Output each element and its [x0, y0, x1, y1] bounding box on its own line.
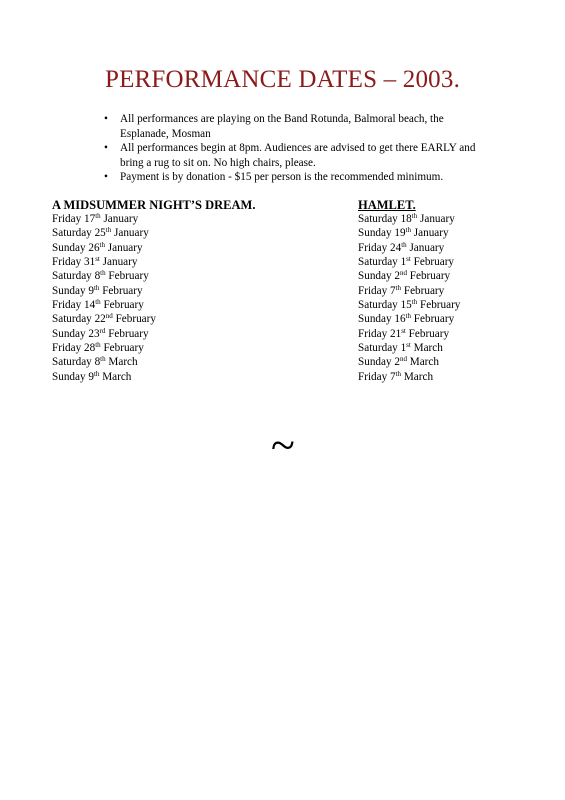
date-ordinal-suffix: nd: [399, 269, 407, 278]
date-day: Sunday: [52, 284, 86, 297]
date-month: February: [413, 313, 455, 326]
date-day: Saturday: [358, 213, 398, 225]
date-item: [52, 298, 156, 312]
date-number: 2: [394, 356, 400, 369]
date-day: Saturday: [52, 313, 92, 326]
date-ordinal-suffix: th: [411, 298, 418, 307]
date-number: 23: [88, 327, 100, 340]
date-number: 24: [390, 241, 402, 254]
date-day: Saturday: [52, 356, 92, 369]
date-item: [358, 312, 460, 326]
date-day: Sunday: [52, 327, 86, 340]
date-month: March: [409, 356, 439, 369]
midsummer-date-list: [52, 212, 156, 384]
bullet-text: Payment is by donation - $15 per person is the recommended minimum.: [120, 171, 444, 183]
date-month: January: [107, 241, 143, 254]
date-number: 9: [88, 284, 94, 297]
date-item: [52, 226, 156, 240]
date-number: 31: [84, 256, 96, 269]
date-ordinal-suffix: th: [93, 369, 100, 378]
date-item: [358, 255, 460, 269]
date-item: [358, 341, 460, 355]
date-day: Friday: [52, 299, 82, 312]
bullet-dot-icon: •: [104, 113, 108, 125]
date-month: February: [102, 284, 143, 297]
date-month: January: [409, 241, 445, 254]
date-number: 26: [88, 241, 100, 254]
info-bullet-payment: [104, 170, 494, 185]
date-day: Friday: [52, 213, 82, 225]
date-ordinal-suffix: th: [99, 240, 105, 249]
date-ordinal-suffix: th: [105, 226, 112, 235]
date-number: 7: [390, 370, 396, 383]
date-ordinal-suffix: th: [95, 298, 101, 307]
date-month: March: [403, 370, 434, 383]
date-day: Friday: [358, 284, 388, 297]
date-ordinal-suffix: th: [401, 240, 407, 249]
date-day: Sunday: [358, 227, 392, 240]
date-day: Friday: [52, 342, 82, 355]
date-day: Friday: [52, 256, 82, 269]
date-item: [52, 212, 156, 226]
bullet-text: All performances begin at 8pm. Audiences are advised to get there EARLY and bring a rug to sit on. No high chairs, please.: [120, 142, 476, 169]
date-month: January: [420, 213, 455, 225]
date-item: [52, 284, 156, 298]
date-day: Saturday: [358, 256, 398, 269]
date-ordinal-suffix: th: [93, 283, 100, 292]
date-number: 8: [94, 270, 101, 283]
date-ordinal-suffix: th: [395, 369, 402, 378]
date-ordinal-suffix: st: [401, 326, 406, 335]
date-ordinal-suffix: th: [100, 269, 106, 278]
date-number: 1: [400, 342, 407, 355]
date-month: March: [102, 370, 132, 383]
date-number: 16: [394, 313, 406, 326]
date-number: 1: [400, 256, 407, 269]
date-day: Sunday: [52, 241, 86, 254]
date-item: [358, 327, 460, 341]
date-day: Sunday: [358, 313, 392, 326]
date-month: February: [103, 299, 144, 312]
date-month: February: [108, 270, 149, 283]
separator-tilde: ~: [271, 421, 295, 470]
bullet-dot-icon: •: [104, 171, 108, 183]
date-day: Saturday: [358, 299, 398, 312]
date-number: 21: [390, 327, 402, 340]
date-month: February: [108, 327, 149, 340]
date-number: 8: [94, 356, 101, 369]
date-ordinal-suffix: th: [100, 355, 106, 364]
date-month: January: [102, 256, 138, 269]
date-ordinal-suffix: th: [95, 341, 101, 350]
date-month: March: [413, 342, 443, 355]
date-day: Sunday: [52, 370, 86, 383]
date-ordinal-suffix: st: [95, 255, 100, 264]
date-day: Saturday: [358, 342, 398, 355]
date-number: 14: [84, 299, 96, 312]
date-ordinal-suffix: nd: [399, 355, 407, 364]
date-day: Saturday: [52, 227, 92, 240]
date-ordinal-suffix: rd: [99, 326, 106, 335]
date-item: [52, 241, 156, 255]
date-month: February: [413, 256, 455, 269]
info-bullet-venue: [104, 112, 494, 141]
date-day: Friday: [358, 370, 388, 383]
date-month: January: [413, 227, 449, 240]
midsummer-heading: A MIDSUMMER NIGHT’S DREAM.: [52, 198, 256, 212]
date-item: [358, 241, 460, 255]
date-item: [52, 327, 156, 341]
date-item: [358, 269, 460, 283]
date-month: February: [408, 327, 450, 340]
info-bullet-list: [104, 112, 494, 185]
hamlet-date-list: [358, 212, 460, 384]
date-item: [358, 212, 460, 226]
date-item: [358, 284, 460, 298]
date-ordinal-suffix: th: [95, 212, 101, 220]
date-month: January: [103, 213, 139, 225]
date-month: February: [420, 299, 461, 312]
date-item: [358, 226, 460, 240]
date-item: [52, 370, 156, 384]
info-bullet-time: [104, 141, 494, 170]
date-ordinal-suffix: st: [406, 255, 411, 264]
date-item: [358, 298, 460, 312]
date-month: January: [114, 227, 149, 240]
date-number: 22: [94, 313, 106, 326]
date-number: 28: [84, 342, 96, 355]
date-day: Sunday: [358, 270, 392, 283]
date-month: February: [409, 270, 451, 283]
date-month: February: [103, 342, 144, 355]
date-item: [52, 355, 156, 369]
hamlet-heading: HAMLET.: [358, 198, 416, 212]
date-item: [52, 269, 156, 283]
date-month: March: [108, 356, 138, 369]
date-number: 25: [94, 227, 106, 240]
date-number: 2: [394, 270, 400, 283]
date-month: February: [115, 313, 156, 326]
date-day: Saturday: [52, 270, 92, 283]
date-item: [358, 355, 460, 369]
date-item: [358, 370, 460, 384]
date-day: Sunday: [358, 356, 392, 369]
date-number: 9: [88, 370, 94, 383]
date-ordinal-suffix: st: [406, 341, 411, 350]
date-ordinal-suffix: th: [405, 226, 411, 235]
date-month: February: [403, 284, 445, 297]
bullet-dot-icon: •: [104, 142, 108, 154]
date-day: Friday: [358, 241, 388, 254]
date-ordinal-suffix: th: [405, 312, 411, 321]
date-item: [52, 341, 156, 355]
date-number: 7: [390, 284, 396, 297]
date-ordinal-suffix: nd: [105, 312, 113, 321]
date-item: [52, 312, 156, 326]
date-ordinal-suffix: th: [411, 212, 418, 220]
date-ordinal-suffix: th: [395, 283, 402, 292]
date-number: 17: [84, 213, 96, 225]
date-number: 19: [394, 227, 406, 240]
date-number: 15: [400, 299, 412, 312]
bullet-text: All performances are playing on the Band Rotunda, Balmoral beach, the Esplanade, Mosman: [120, 113, 444, 140]
page-title: PERFORMANCE DATES – 2003.: [104, 66, 461, 93]
date-item: [52, 255, 156, 269]
date-day: Friday: [358, 327, 388, 340]
date-number: 18: [400, 213, 412, 225]
